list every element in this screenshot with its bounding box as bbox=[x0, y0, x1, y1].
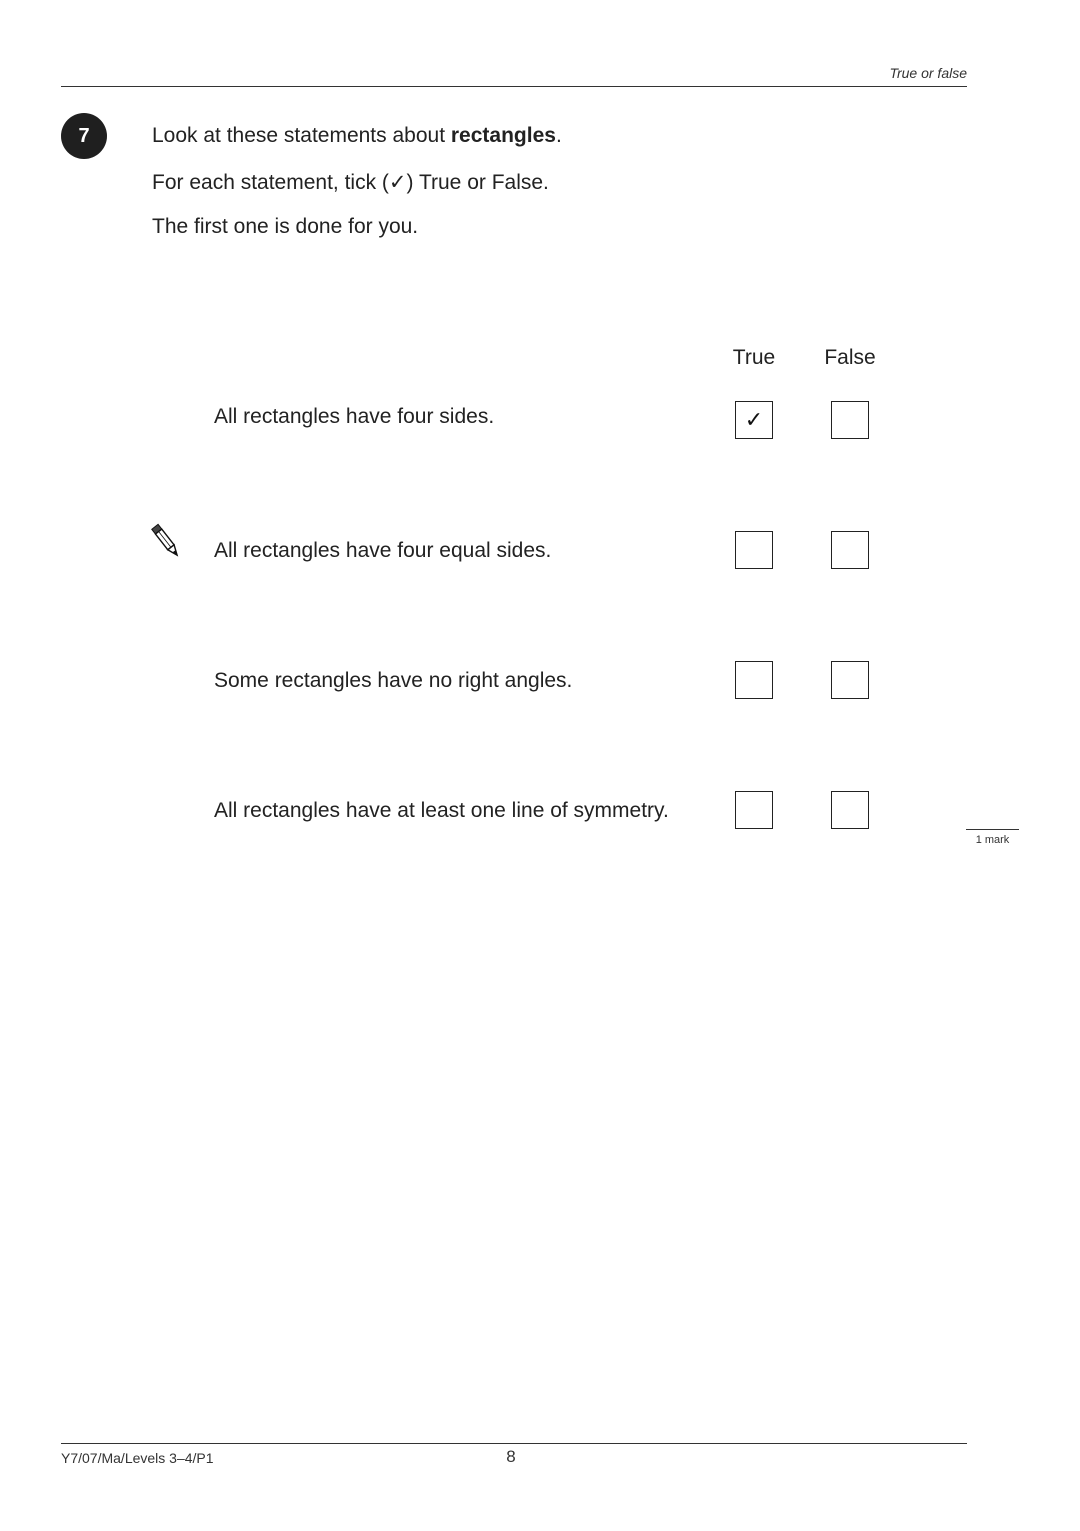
intro-end: . bbox=[555, 124, 562, 147]
statement-2-true-checkbox[interactable] bbox=[735, 531, 773, 569]
statement-4-text: All rectangles have at least one line of symmetry. bbox=[214, 799, 669, 822]
column-header-true: True bbox=[732, 346, 776, 369]
pencil-icon bbox=[150, 521, 182, 561]
footer-rule bbox=[61, 1443, 967, 1444]
statement-2-text: All rectangles have four equal sides. bbox=[214, 539, 552, 562]
question-intro bbox=[152, 124, 562, 148]
statement-3-false-checkbox[interactable] bbox=[831, 661, 869, 699]
question-instruction: For each statement, tick (✓) True or False. bbox=[152, 171, 549, 194]
column-header-false: False bbox=[824, 346, 876, 369]
statement-4-false-checkbox[interactable] bbox=[831, 791, 869, 829]
mark-line bbox=[966, 829, 1019, 830]
mark-allocation: 1 mark bbox=[975, 834, 1010, 846]
intro-keyword: rectangles bbox=[450, 124, 556, 147]
statement-1-text: All rectangles have four sides. bbox=[214, 405, 495, 428]
header-rule bbox=[61, 86, 967, 87]
statement-1-false-checkbox[interactable] bbox=[831, 401, 869, 439]
statement-4-true-checkbox[interactable] bbox=[735, 791, 773, 829]
page-number: 8 bbox=[506, 1447, 516, 1466]
statement-1-true-checkbox[interactable]: ✓ bbox=[735, 401, 773, 439]
question-number-badge: 7 bbox=[61, 113, 107, 159]
section-title: True or false bbox=[889, 65, 967, 81]
example-note: The first one is done for you. bbox=[152, 215, 419, 238]
intro-text: Look at these statements about bbox=[152, 124, 451, 147]
statement-3-text: Some rectangles have no right angles. bbox=[214, 669, 573, 692]
paper-code: Y7/07/Ma/Levels 3–4/P1 bbox=[61, 1450, 214, 1466]
statement-3-true-checkbox[interactable] bbox=[735, 661, 773, 699]
statement-2-false-checkbox[interactable] bbox=[831, 531, 869, 569]
